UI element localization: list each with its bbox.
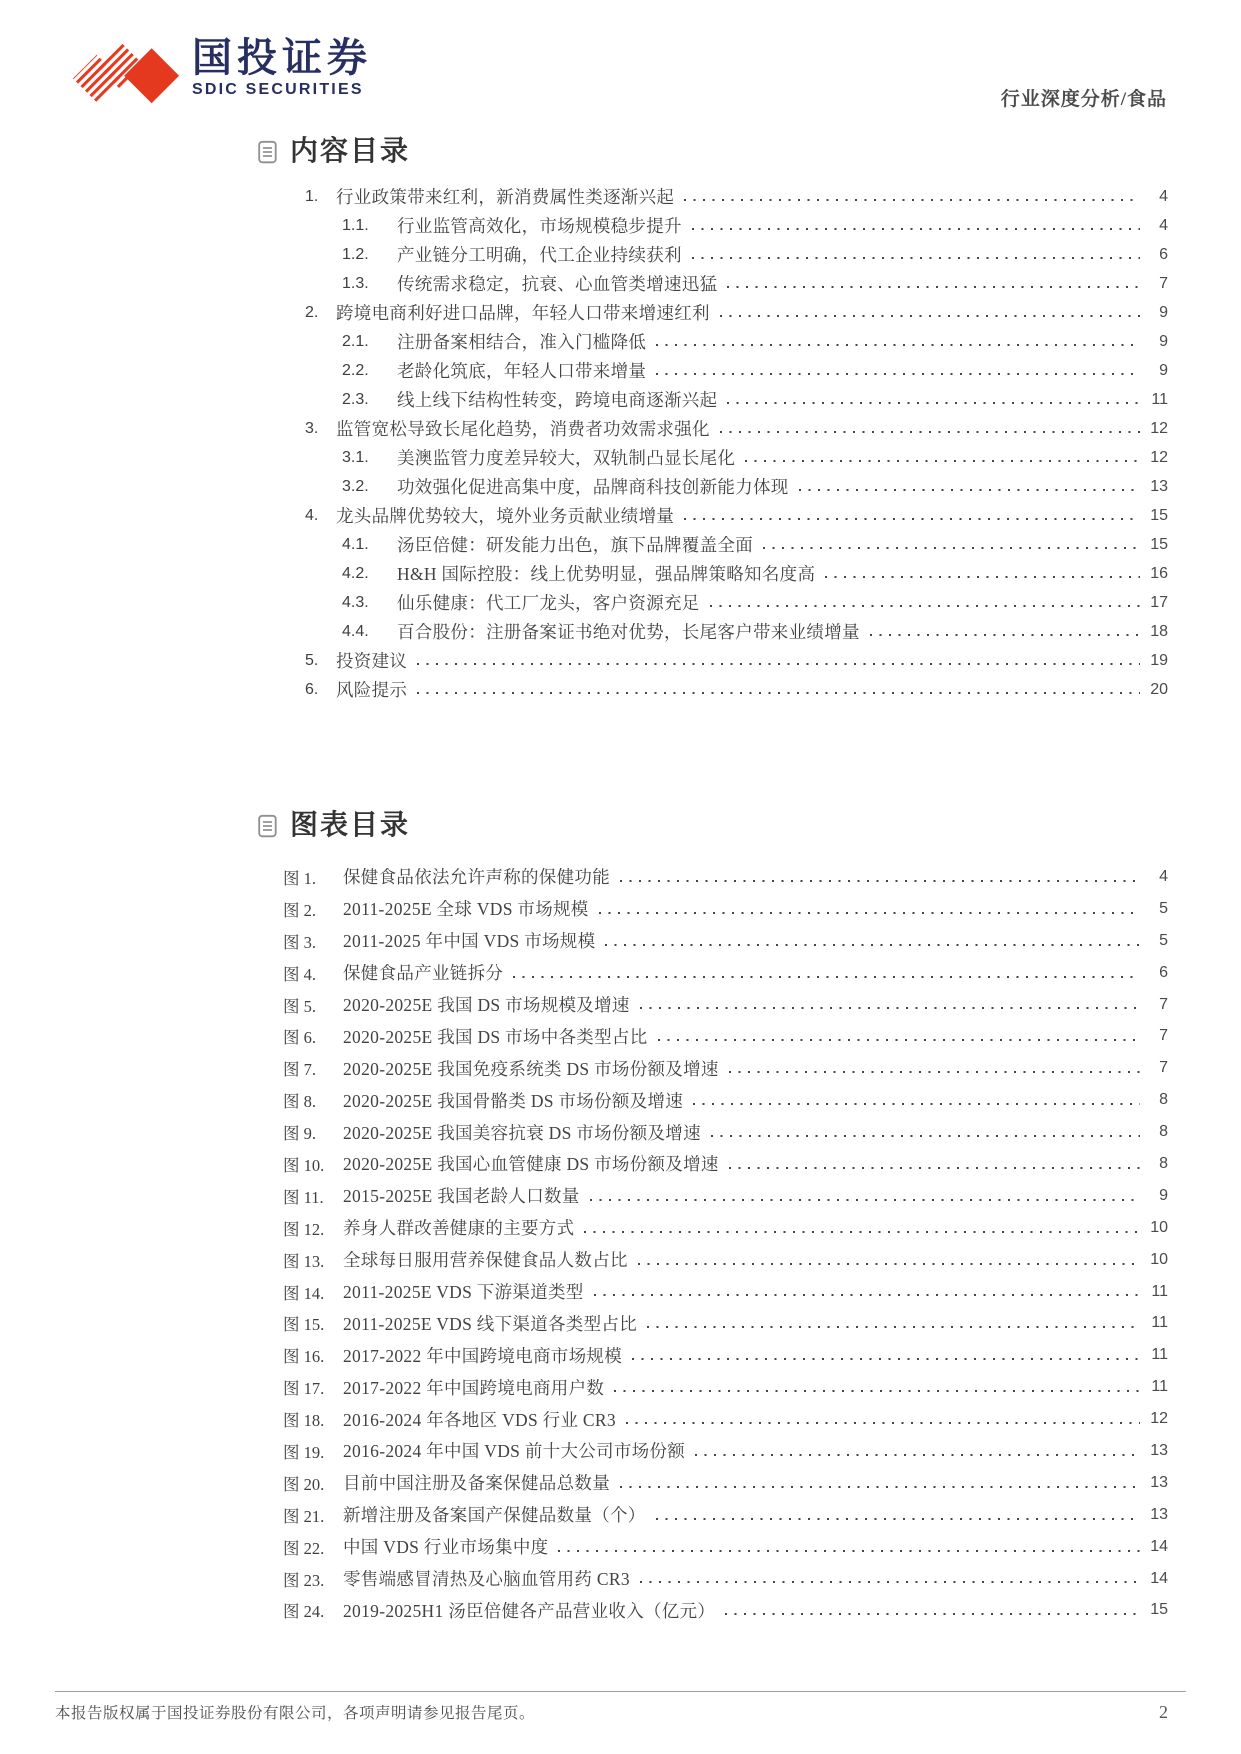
toc-entry-number: 4. — [305, 506, 319, 524]
logo-text — [192, 36, 372, 99]
figure-entry-page: 7 — [1159, 1027, 1168, 1045]
toc-entry-number: 5. — [305, 651, 319, 669]
figure-entry[interactable] — [283, 1276, 1168, 1308]
dot-leader — [640, 1563, 1140, 1595]
figure-entry[interactable] — [283, 1180, 1168, 1212]
figure-entry-title: 2020-2025E 我国 DS 市场规模及增速 — [343, 995, 630, 1015]
figure-entry[interactable] — [283, 1435, 1168, 1467]
toc-entry[interactable] — [305, 414, 1168, 443]
figure-entry[interactable] — [283, 1531, 1168, 1563]
figure-entry-page: 13 — [1150, 1441, 1168, 1459]
toc-entry-page: 12 — [1150, 419, 1168, 437]
figure-entry-page: 4 — [1159, 867, 1168, 885]
dot-leader — [693, 1084, 1140, 1116]
figure-entry-title: 2011-2025E VDS 线下渠道各类型占比 — [343, 1313, 638, 1334]
dot-leader — [763, 530, 1140, 559]
toc-entry-title: 百合股份：注册备案证书绝对优势，长尾客户带来业绩增量 — [397, 622, 860, 642]
logo-english-name: SDIC SECURITIES — [192, 81, 364, 98]
figure-entry-title: 2015-2025E 我国老龄人口数量 — [343, 1186, 580, 1207]
toc-entry-title: 注册备案相结合，准入门槛降低 — [397, 332, 647, 352]
dot-leader — [711, 1116, 1140, 1148]
figure-entry[interactable] — [283, 1563, 1168, 1595]
figure-list — [258, 861, 1168, 1626]
figure-entry-number: 图 12. — [283, 1219, 325, 1239]
figure-entry-title: 2020-2025E 我国美容抗衰 DS 市场份额及增速 — [343, 1122, 701, 1143]
toc-entry[interactable] — [305, 617, 1168, 646]
dot-leader — [599, 893, 1140, 925]
figure-entry[interactable] — [283, 1148, 1168, 1180]
figure-entry[interactable] — [283, 1244, 1168, 1276]
dot-leader — [729, 1052, 1140, 1084]
toc-entry-page: 17 — [1150, 593, 1168, 611]
figure-entry-number: 图 20. — [283, 1474, 325, 1494]
dot-leader — [695, 1435, 1140, 1467]
figure-entry-title: 中国 VDS 行业市场集中度 — [343, 1537, 549, 1558]
figure-entry-page: 13 — [1150, 1505, 1168, 1523]
figure-entry-title: 2020-2025E 我国骨骼类 DS 市场份额及增速 — [343, 1090, 684, 1111]
toc-entry[interactable] — [305, 443, 1168, 472]
figure-entry-page: 5 — [1159, 899, 1168, 917]
dot-leader — [710, 588, 1140, 617]
dot-leader — [727, 385, 1140, 414]
figure-entry-number: 图 21. — [283, 1506, 325, 1526]
dot-leader — [417, 646, 1140, 675]
figure-entry[interactable] — [283, 1020, 1168, 1052]
toc-entry[interactable] — [305, 298, 1168, 327]
toc-entry-title: 行业政策带来红利，新消费属性类逐渐兴起 — [336, 187, 675, 207]
figure-entry-page: 14 — [1150, 1569, 1168, 1587]
figure-entry-number: 图 10. — [283, 1155, 325, 1175]
toc-entry-number: 3.1. — [342, 448, 369, 466]
dot-leader — [590, 1180, 1140, 1212]
figure-entry-page: 11 — [1151, 1282, 1168, 1300]
figure-entry-number: 图 8. — [283, 1092, 316, 1112]
toc-entry-title: 投资建议 — [336, 651, 408, 671]
toc-entry-number: 4.4. — [342, 622, 369, 640]
toc-entry[interactable] — [305, 501, 1168, 530]
toc-entry-title: 龙头品牌优势较大，境外业务贡献业绩增量 — [336, 506, 675, 526]
dot-leader — [684, 182, 1140, 211]
toc-entry-number: 1.1. — [342, 216, 369, 234]
toc-entry-page: 11 — [1151, 390, 1168, 408]
figure-entry-page: 9 — [1159, 1186, 1168, 1204]
toc-entry-number: 4.2. — [342, 564, 369, 582]
dot-leader — [626, 1403, 1140, 1435]
sdic-logo — [72, 36, 372, 106]
figure-entry-title: 2020-2025E 我国 DS 市场中各类型占比 — [343, 1026, 648, 1047]
page-number: 2 — [1159, 1702, 1168, 1722]
figure-entry[interactable] — [283, 1403, 1168, 1435]
toc-entry[interactable] — [305, 327, 1168, 356]
toc-entry-title: 功效强化促进高集中度，品牌商科技创新能力体现 — [397, 477, 789, 497]
dot-leader — [720, 298, 1140, 327]
toc-heading — [258, 132, 1168, 172]
toc-entry-number: 1.3. — [342, 274, 369, 292]
dot-leader — [513, 957, 1140, 989]
toc-entry-title: 行业监管高效化，市场规模稳步提升 — [397, 216, 682, 236]
figure-entry-number: 图 3. — [283, 932, 316, 952]
dot-leader — [620, 861, 1140, 893]
toc-entry[interactable] — [305, 211, 1168, 240]
figure-entry-page: 10 — [1150, 1250, 1168, 1268]
toc-entry-title: H&H 国际控股：线上优势明显，强品牌策略知名度高 — [397, 564, 816, 584]
figure-entry-title: 2016-2024 年中国 VDS 前十大公司市场份额 — [343, 1441, 686, 1462]
figure-entry-number: 图 24. — [283, 1602, 325, 1622]
figure-entry[interactable] — [283, 1499, 1168, 1531]
toc-entry-page: 12 — [1150, 448, 1168, 466]
figure-entry-page: 11 — [1151, 1314, 1168, 1332]
figure-entry-title: 2017-2022 年中国跨境电商市场规模 — [343, 1345, 623, 1366]
figure-entry-number: 图 7. — [283, 1060, 316, 1080]
dot-leader — [656, 327, 1140, 356]
dot-leader — [614, 1371, 1140, 1403]
figure-entry-number: 图 13. — [283, 1251, 325, 1271]
toc-entry-title: 汤臣倍健：研发能力出色，旗下品牌覆盖全面 — [397, 535, 753, 555]
toc-entry-page: 15 — [1150, 506, 1168, 524]
figure-entry[interactable] — [283, 925, 1168, 957]
figure-entry-page: 7 — [1159, 995, 1168, 1013]
figure-entry-number: 图 19. — [283, 1442, 325, 1462]
dot-leader — [656, 1499, 1140, 1531]
dot-leader — [870, 617, 1140, 646]
toc-entry[interactable] — [305, 385, 1168, 414]
figure-entry-page: 8 — [1159, 1091, 1168, 1109]
toc-entry-page: 16 — [1150, 564, 1168, 582]
figure-entry-number: 图 11. — [283, 1187, 324, 1207]
toc-entry-number: 1. — [305, 187, 319, 205]
figure-entry-number: 图 2. — [283, 900, 316, 920]
figure-entry[interactable] — [283, 1467, 1168, 1499]
figure-entry-page: 11 — [1151, 1378, 1168, 1396]
toc-entry-page: 15 — [1150, 535, 1168, 553]
document-list-icon — [258, 140, 277, 164]
sdic-logo-icon — [72, 40, 180, 106]
figure-entry-page: 15 — [1150, 1601, 1168, 1619]
dot-leader — [558, 1531, 1140, 1563]
toc-entry[interactable] — [305, 559, 1168, 588]
toc-entry-number: 2.3. — [342, 390, 369, 408]
toc-entry-page: 9 — [1159, 303, 1168, 321]
toc-entry-number: 2.2. — [342, 361, 369, 379]
dot-leader — [825, 559, 1140, 588]
dot-leader — [605, 925, 1140, 957]
toc-entry-page: 19 — [1150, 651, 1168, 669]
dot-leader — [638, 1244, 1140, 1276]
toc-entry-number: 2.1. — [342, 332, 369, 350]
dot-leader — [692, 240, 1140, 269]
figure-entry-title: 养身人群改善健康的主要方式 — [343, 1218, 575, 1239]
figure-entry[interactable] — [283, 1212, 1168, 1244]
toc-entry[interactable] — [305, 472, 1168, 501]
figure-entry-number: 图 23. — [283, 1570, 325, 1590]
copyright-notice: 本报告版权属于国投证券股份有限公司，各项声明请参见报告尾页。 — [55, 1705, 536, 1722]
figure-entry-number: 图 18. — [283, 1411, 325, 1431]
report-category-label: 行业深度分析/食品 — [1000, 89, 1167, 110]
figure-entry-title: 新增注册及备案国产保健品数量（个） — [343, 1505, 646, 1526]
dot-leader — [745, 443, 1140, 472]
toc-entry-title: 监管宽松导致长尾化趋势，消费者功效需求强化 — [336, 419, 710, 439]
dot-leader — [640, 989, 1140, 1021]
logo-chinese-name: 国投证券 — [192, 36, 372, 80]
figure-entry[interactable] — [283, 989, 1168, 1021]
figure-entry-title: 2011-2025E VDS 下游渠道类型 — [343, 1282, 584, 1303]
toc-entry-page: 4 — [1159, 216, 1168, 234]
toc-entry-page: 18 — [1150, 622, 1168, 640]
figure-entry-title: 保健食品产业链拆分 — [343, 963, 504, 984]
dot-leader — [727, 269, 1140, 298]
toc-entry-number: 2. — [305, 303, 319, 321]
figure-entry-page: 12 — [1150, 1410, 1168, 1428]
toc-entry[interactable] — [305, 646, 1168, 675]
figure-entry-page: 13 — [1150, 1473, 1168, 1491]
dot-leader — [799, 472, 1140, 501]
dot-leader — [417, 675, 1140, 704]
dot-leader — [656, 356, 1140, 385]
toc-heading-label: 内容目录 — [290, 136, 411, 167]
toc-entry[interactable] — [305, 269, 1168, 298]
figure-entry-title: 2011-2025E 全球 VDS 市场规模 — [343, 899, 589, 920]
figure-entry-page: 8 — [1159, 1154, 1168, 1172]
figure-entry-page: 11 — [1151, 1346, 1168, 1364]
toc-entry-title: 传统需求稳定，抗衰、心血管类增速迅猛 — [397, 274, 718, 294]
toc-entry-title: 风险提示 — [336, 680, 408, 700]
toc-entry-title: 产业链分工明确，代工企业持续获利 — [397, 245, 682, 265]
figure-entry-number: 图 17. — [283, 1379, 325, 1399]
figure-entry[interactable] — [283, 1116, 1168, 1148]
toc-entry-page: 7 — [1159, 274, 1168, 292]
toc-entry-title: 线上线下结构性转变，跨境电商逐渐兴起 — [397, 390, 718, 410]
toc-entry-page: 4 — [1159, 187, 1168, 205]
figure-entry-number: 图 14. — [283, 1283, 325, 1303]
figure-entry[interactable] — [283, 893, 1168, 925]
dot-leader — [584, 1212, 1140, 1244]
figure-entry-page: 14 — [1150, 1537, 1168, 1555]
figure-entry[interactable] — [283, 1594, 1168, 1626]
figure-entry-number: 图 4. — [283, 964, 316, 984]
toc-entry-title: 仙乐健康：代工厂龙头，客户资源充足 — [397, 593, 700, 613]
toc-entry[interactable] — [305, 588, 1168, 617]
toc-entry[interactable] — [305, 182, 1168, 211]
figure-entry-number: 图 5. — [283, 996, 316, 1016]
toc-entry-number: 3.2. — [342, 477, 369, 495]
figure-entry-number: 图 1. — [283, 868, 316, 888]
figure-entry-number: 图 15. — [283, 1315, 325, 1335]
figure-list-heading — [258, 806, 1168, 846]
toc-entry-number: 1.2. — [342, 245, 369, 263]
dot-leader — [729, 1148, 1140, 1180]
dot-leader — [658, 1020, 1140, 1052]
dot-leader — [647, 1307, 1140, 1339]
toc-entry[interactable] — [305, 240, 1168, 269]
toc-entry-page: 9 — [1159, 361, 1168, 379]
figure-entry-number: 图 22. — [283, 1538, 325, 1558]
figure-entry-page: 6 — [1159, 963, 1168, 981]
figure-entry[interactable] — [283, 1371, 1168, 1403]
figure-entry-title: 保健食品依法允许声称的保健功能 — [343, 867, 610, 888]
dot-leader — [620, 1467, 1140, 1499]
toc-entry[interactable] — [305, 356, 1168, 385]
figure-entry-page: 10 — [1150, 1218, 1168, 1236]
figure-entry[interactable] — [283, 1052, 1168, 1084]
figure-entry-number: 图 16. — [283, 1347, 325, 1367]
toc-entry-title: 美澳监管力度差异较大，双轨制凸显长尾化 — [397, 448, 736, 468]
figure-entry-title: 2017-2022 年中国跨境电商用户数 — [343, 1377, 605, 1398]
dot-leader — [720, 414, 1140, 443]
figure-entry-title: 全球每日服用营养保健食品人数占比 — [343, 1250, 628, 1271]
toc-entry-number: 4.3. — [342, 593, 369, 611]
toc-entry[interactable] — [305, 530, 1168, 559]
dot-leader — [725, 1594, 1140, 1626]
figure-entry-title: 2019-2025H1 汤臣倍健各产品营业收入（亿元） — [343, 1600, 716, 1621]
dot-leader — [594, 1276, 1140, 1308]
figure-entry-number: 图 9. — [283, 1124, 316, 1144]
figure-entry[interactable] — [283, 1307, 1168, 1339]
toc-entry-number: 6. — [305, 680, 319, 698]
toc-entry-page: 6 — [1159, 245, 1168, 263]
toc-entry-number: 4.1. — [342, 535, 369, 553]
figure-entry-page: 5 — [1159, 931, 1168, 949]
figure-entry-page: 8 — [1159, 1123, 1168, 1141]
toc-entry-page: 9 — [1159, 332, 1168, 350]
dot-leader — [692, 211, 1140, 240]
figure-list-heading-label: 图表目录 — [290, 810, 411, 841]
figure-entry-title: 2020-2025E 我国免疫系统类 DS 市场份额及增速 — [343, 1058, 719, 1079]
figure-entry-title: 2016-2024 年各地区 VDS 行业 CR3 — [343, 1409, 616, 1430]
toc-entry[interactable] — [305, 675, 1168, 704]
toc-entry-title: 跨境电商利好进口品牌，年轻人口带来增速红利 — [336, 303, 710, 323]
figure-entry[interactable] — [283, 1339, 1168, 1371]
toc-entry-title: 老龄化筑底，年轻人口带来增量 — [397, 361, 647, 381]
document-list-icon — [258, 814, 277, 838]
dot-leader — [684, 501, 1140, 530]
figure-entry[interactable] — [283, 861, 1168, 893]
figure-entry-title: 目前中国注册及备案保健品总数量 — [343, 1473, 610, 1494]
toc-entry-number: 3. — [305, 419, 319, 437]
figure-entry-number: 图 6. — [283, 1028, 316, 1048]
toc-entry-page: 20 — [1150, 680, 1168, 698]
main-content — [258, 132, 1168, 1626]
figure-entry[interactable] — [283, 1084, 1168, 1116]
figure-entry-page: 7 — [1159, 1059, 1168, 1077]
toc-entry-page: 13 — [1150, 477, 1168, 495]
figure-entry[interactable] — [283, 957, 1168, 989]
figure-entry-title: 2020-2025E 我国心血管健康 DS 市场份额及增速 — [343, 1154, 719, 1175]
toc-list — [258, 182, 1168, 704]
figure-entry-title: 2011-2025 年中国 VDS 市场规模 — [343, 931, 596, 952]
figure-entry-title: 零售端感冒清热及心脑血管用药 CR3 — [343, 1569, 630, 1590]
dot-leader — [632, 1339, 1140, 1371]
page-footer — [55, 1691, 1186, 1723]
